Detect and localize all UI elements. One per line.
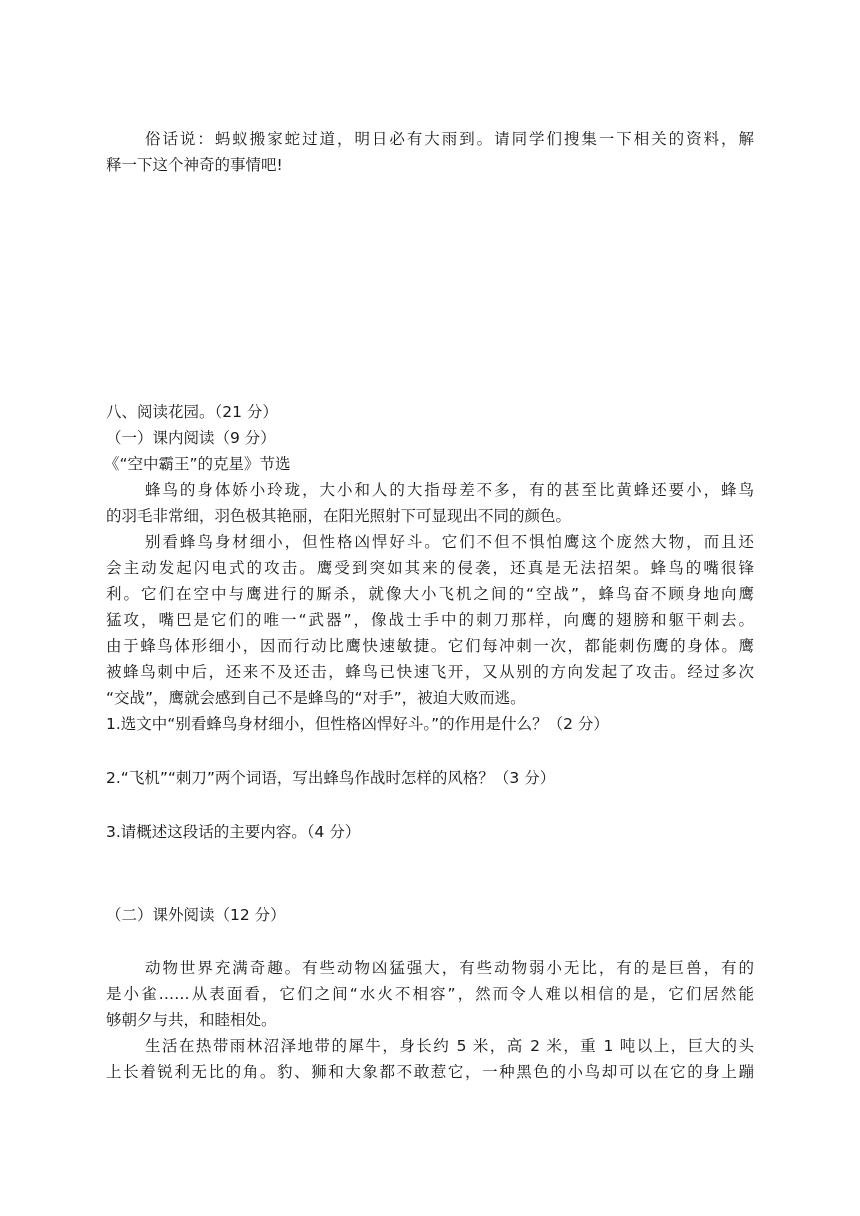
question-2: 2.“飞机”“刺刀”两个词语，写出蜂鸟作战时怎样的风格？（3 分）	[106, 769, 556, 787]
passage-1-line-1: 蜂鸟的身体娇小玲珑，大小和人的大指母差不多，有的甚至比黄蜂还要小，蜂鸟	[145, 481, 754, 499]
passage-1-line-5: 利。它们在空中与鹰进行的厮杀，就像大小飞机之间的“空战”，蜂鸟奋不顾身地向鹰	[106, 585, 754, 603]
section-8-title: 八、阅读花园。（21 分）	[106, 403, 278, 421]
passage-1-line-6: 猛攻，嘴巴是它们的唯一“武器”，像战士手中的刺刀那样，向鹰的翅膀和躯干刺去。	[106, 611, 754, 629]
passage-2-line-5: 上长着锐利无比的角。豹、狮和大象都不敢惹它，一种黑色的小鸟却可以在它的身上蹦	[106, 1063, 754, 1081]
intro-line-1: 俗话说：蚂蚁搬家蛇过道，明日必有大雨到。请同学们搜集一下相关的资料，解	[145, 130, 754, 148]
part-1-title: （一）课内阅读（9 分）	[106, 429, 276, 447]
passage-1-line-9: “交战”，鹰就会感到自己不是蜂鸟的“对手”，被迫大败而逃。	[106, 689, 526, 707]
passage-1-line-3: 别看蜂鸟身材细小，但性格凶悍好斗。它们不但不惧怕鹰这个庞然大物，而且还	[145, 533, 754, 551]
passage-2-line-2: 是小雀……从表面看，它们之间“水火不相容”，然而令人难以相信的是，它们居然能	[106, 985, 754, 1003]
passage-2-line-1: 动物世界充满奇趣。有些动物凶猛强大，有些动物弱小无比，有的是巨兽，有的	[145, 959, 754, 977]
passage-2-line-3: 够朝夕与共，和睦相处。	[106, 1011, 277, 1029]
question-1: 1.选文中“别看蜂鸟身材细小，但性格凶悍好斗。”的作用是什么？（2 分）	[106, 715, 609, 733]
passage-1-line-2: 的羽毛非常细，羽色极其艳丽，在阳光照射下可显现出不同的颜色。	[106, 507, 572, 525]
intro-line-2: 释一下这个神奇的事情吧!	[106, 156, 283, 174]
passage-1-line-4: 会主动发起闪电式的攻击。鹰受到突如其来的侵袭，还真是无法招架。蜂鸟的嘴很锋	[106, 559, 754, 577]
passage-source: 《“空中霸王”的克星》节选	[104, 455, 291, 473]
question-3: 3.请概述这段话的主要内容。（4 分）	[106, 823, 361, 841]
passage-1-line-7: 由于蜂鸟体形细小，因而行动比鹰快速敏捷。它们每冲刺一次，都能刺伤鹰的身体。鹰	[106, 637, 754, 655]
passage-2-line-4: 生活在热带雨林沼泽地带的犀牛，身长约 5 米，高 2 米，重 1 吨以上，巨大的头	[145, 1037, 754, 1055]
passage-1-line-8: 被蜂鸟刺中后，还来不及还击，蜂鸟已快速飞开，又从别的方向发起了攻击。经过多次	[106, 663, 754, 681]
part-2-title: （二）课外阅读（12 分）	[106, 906, 286, 924]
